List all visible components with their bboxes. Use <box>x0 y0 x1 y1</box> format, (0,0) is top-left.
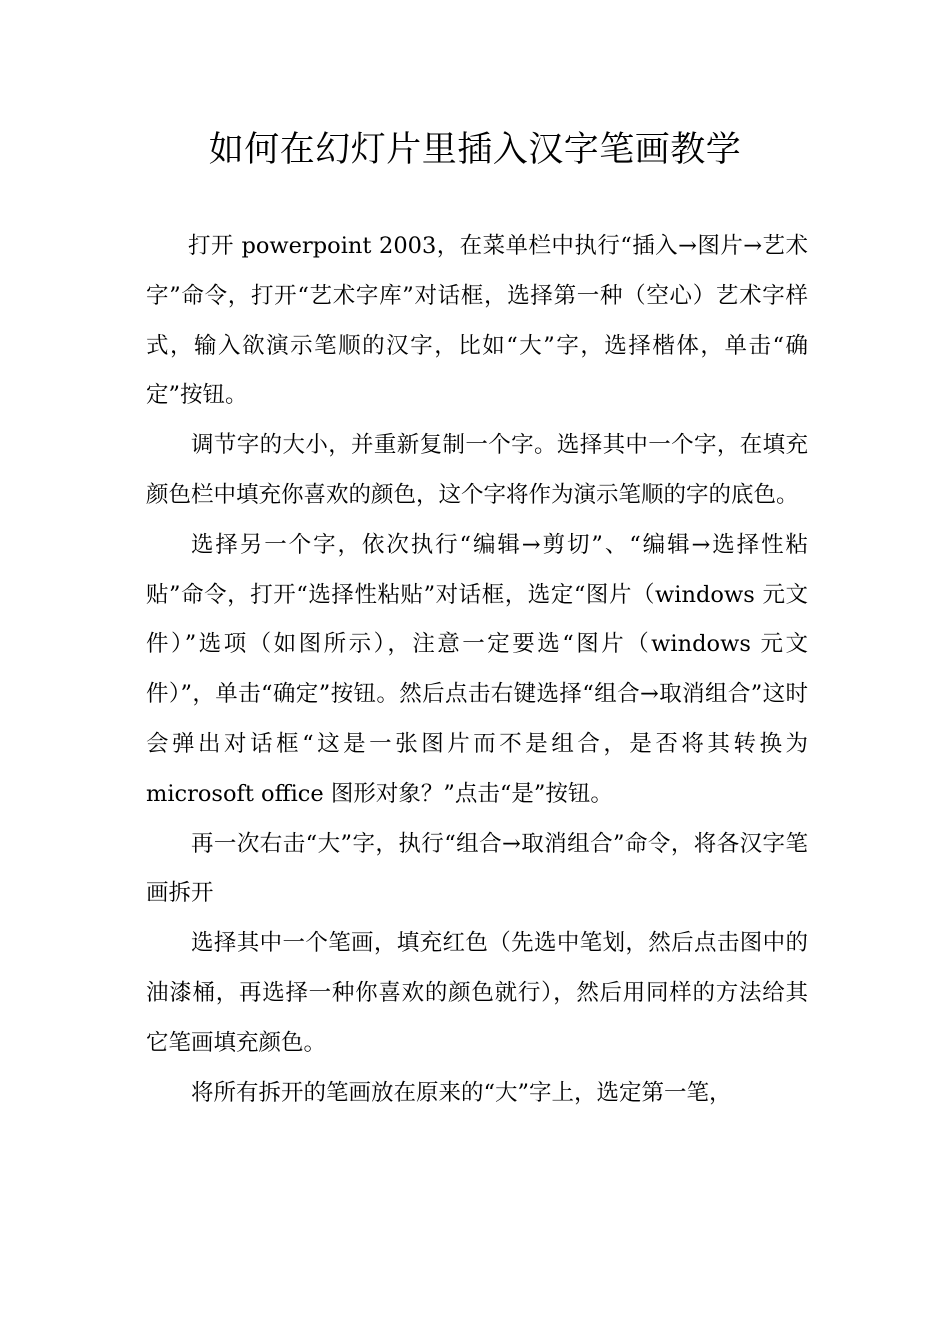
paragraph-fill-color: 选择其中一个笔画，填充红色（先选中笔划，然后点击图中的油漆桶，再选择一种你喜欢的颜色就行），然后用同样的方法给其它笔画填充颜色。 <box>146 930 808 1056</box>
paragraph-insert-wordart: 打开 powerpoint 2003，在菜单栏中执行“插入→图片→艺术字”命令，打开“艺术字库”对话框，选择第一种（空心）艺术字样式，输入欲演示笔顺的汉字，比如“大”字，选择楷体，单击“确定”按钮。 <box>146 233 808 409</box>
paragraph-resize-copy: 调节字的大小，并重新复制一个字。选择其中一个字，在填充颜色栏中填充你喜欢的颜色，这个字将作为演示笔顺的字的底色。 <box>146 432 808 508</box>
document-body <box>146 222 808 1118</box>
document-title: 如何在幻灯片里插入汉字笔画教学 <box>208 130 742 170</box>
paragraph-paste-special: 选择另一个字，依次执行“编辑→剪切”、“编辑→选择性粘贴”命令，打开“选择性粘贴”对话框，选定“图片（windows 元文件）”选项（如图所示），注意一定要选“图片（windows 元文件）”，单击“确定”按钮。然后点击右键选择“组合→取消组合”这时会弹出对话框“这是一张图片而不是组合，是否将其转换为 microsoft office 图形对象？”点击“是”按钮。 <box>146 531 808 807</box>
paragraph-place-strokes: 将所有拆开的笔画放在原来的“大”字上，选定第一笔， <box>191 1079 732 1106</box>
paragraph-ungroup: 再一次右击“大”字，执行“组合→取消组合”命令，将各汉字笔画拆开 <box>146 830 808 907</box>
